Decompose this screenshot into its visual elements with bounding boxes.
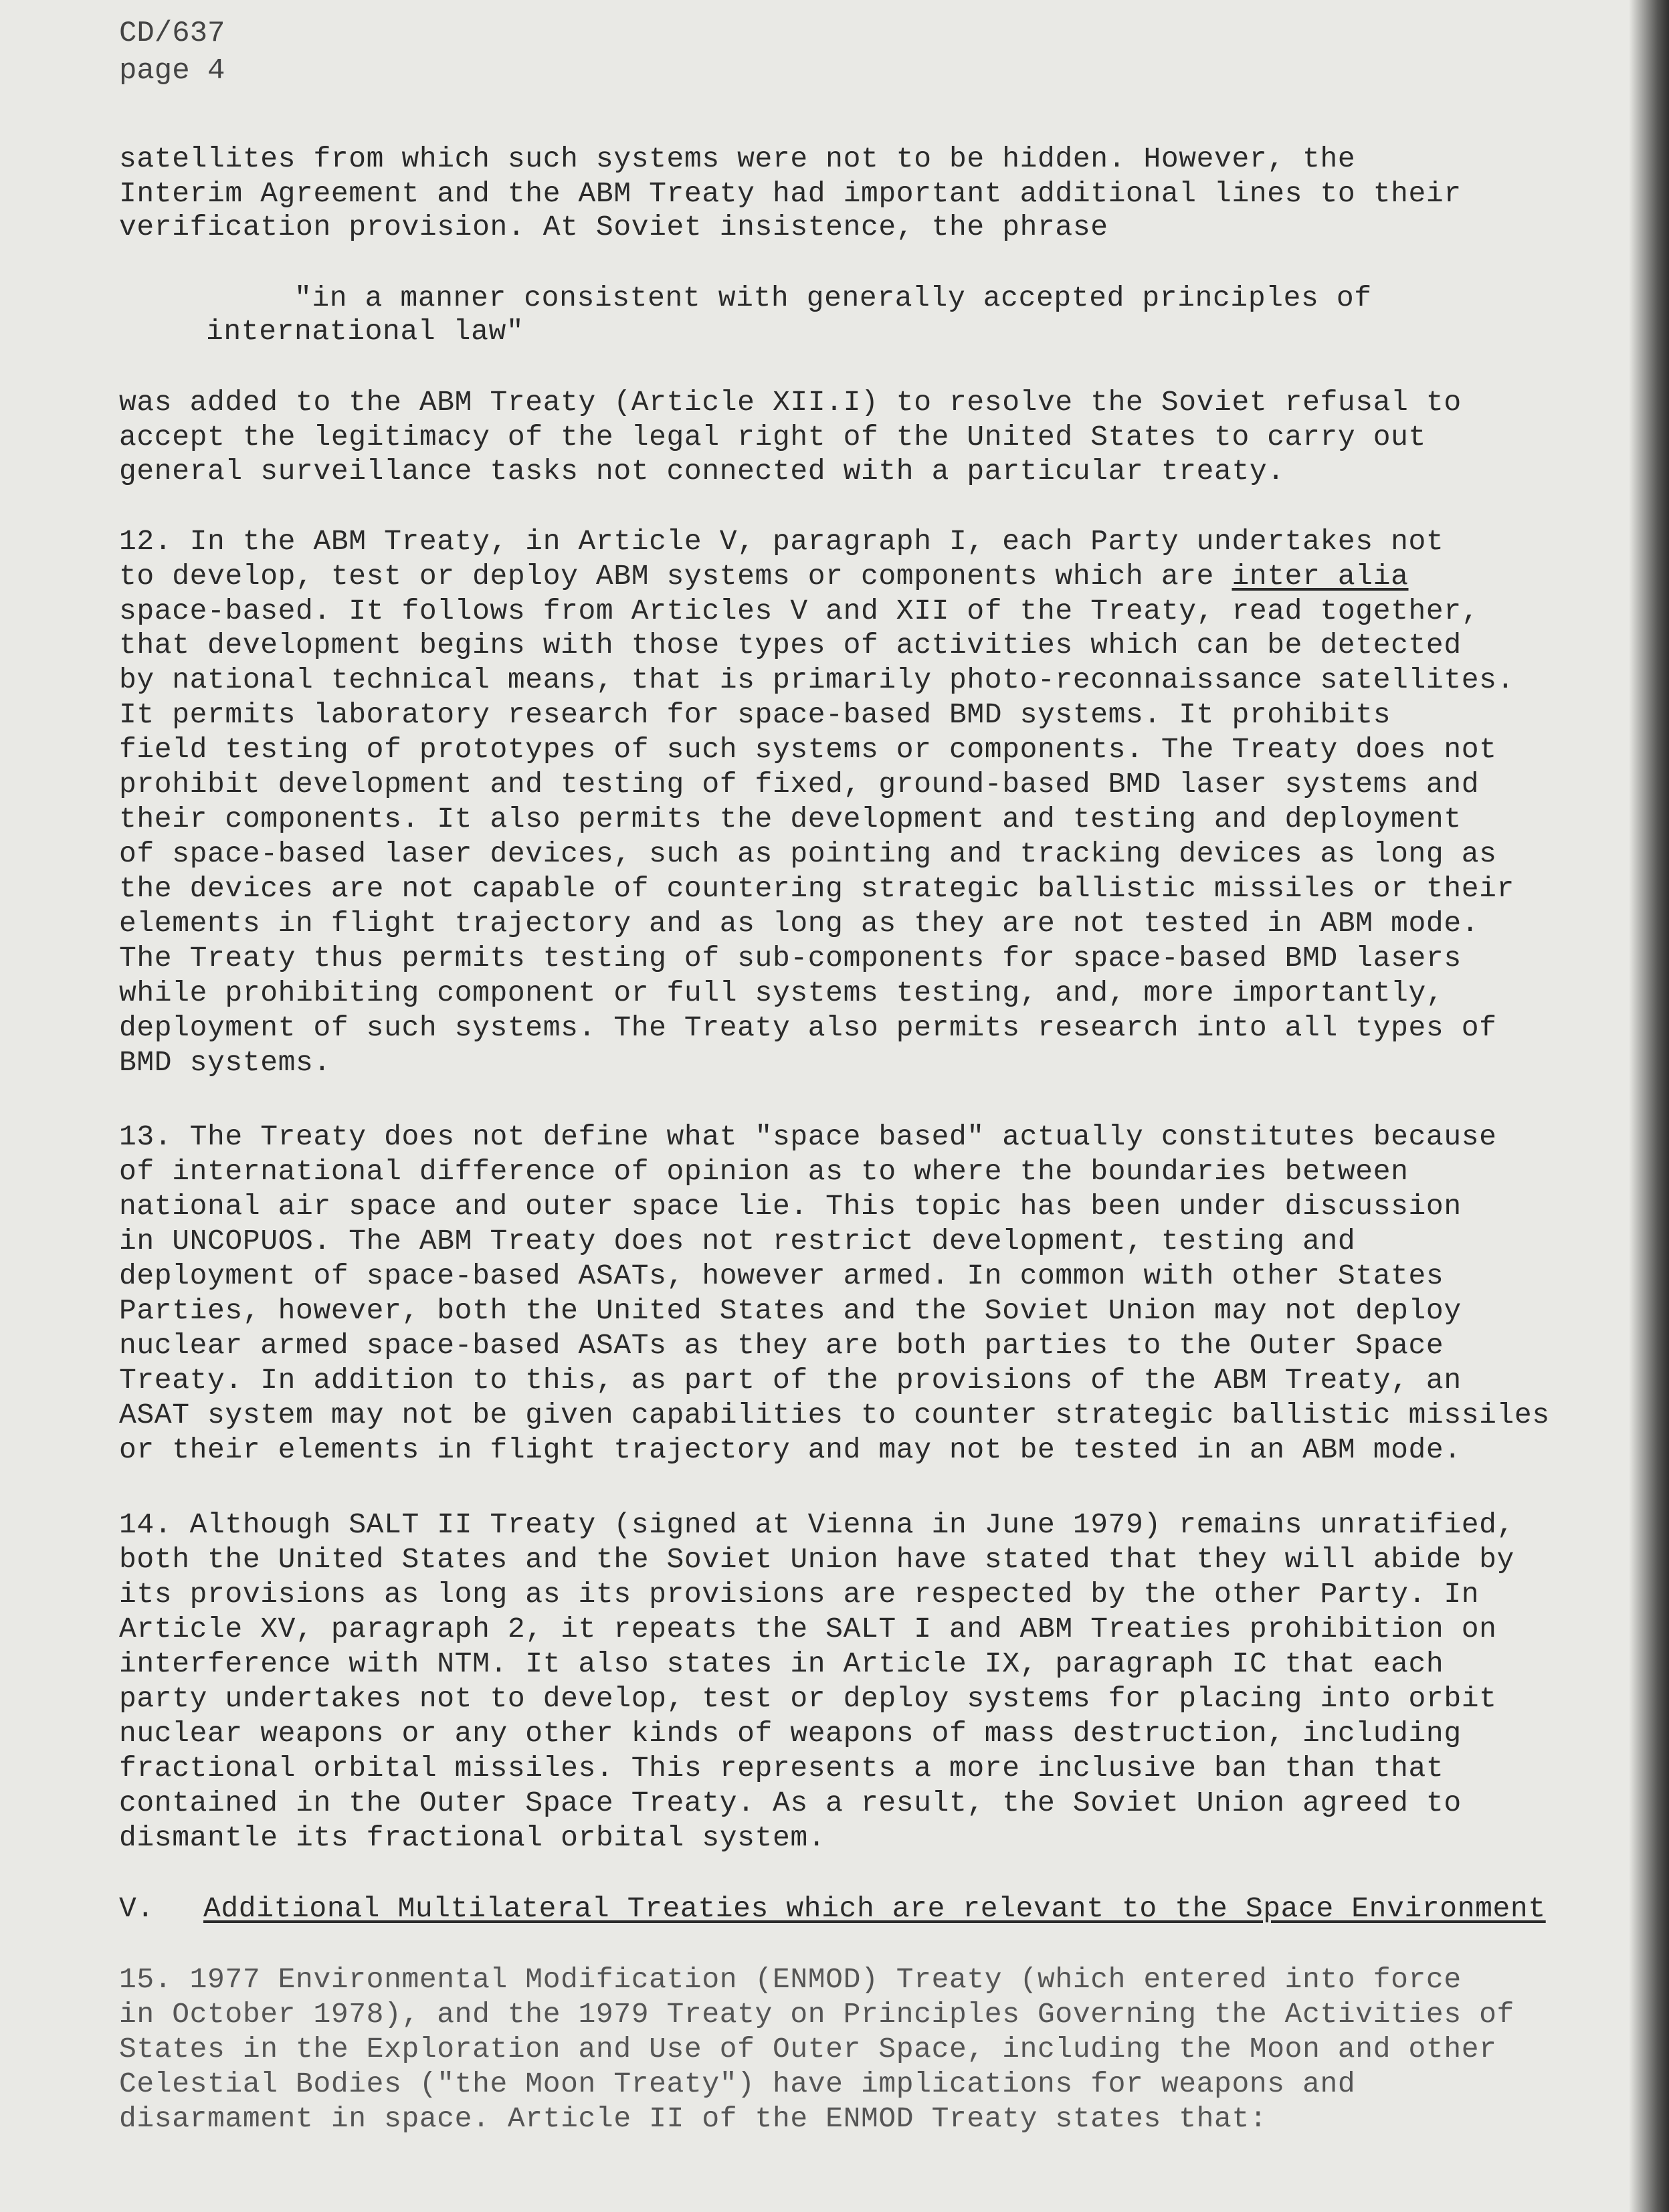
paragraph-14-line: contained in the Outer Space Treaty. As a result, the Soviet Union agreed to (119, 1787, 1462, 1819)
paragraph-12-line (119, 559, 1409, 594)
paragraph-13-line: 13. The Treaty does not define what "space based" actually constitutes because (119, 1120, 1497, 1153)
paragraph-15-line: Celestial Bodies ("the Moon Treaty") have implications for weapons and (119, 2068, 1356, 2100)
paragraph-12-line: elements in flight trajectory and as long as they are not tested in ABM mode. (119, 907, 1480, 940)
paragraph-14-line: interference with NTM. It also states in Article IX, paragraph IC that each (119, 1647, 1444, 1680)
paragraph-14-line: 14. Although SALT II Treaty (signed at Vienna in June 1979) remains unratified, (119, 1508, 1514, 1541)
paragraph-14-line: fractional orbital missiles. This represents a more inclusive ban than that (119, 1752, 1444, 1785)
paragraph-14-line: its provisions as long as its provisions are respected by the other Party. In (119, 1578, 1480, 1611)
paragraph-14-line: Article XV, paragraph 2, it repeats the SALT I and ABM Treaties prohibition on (119, 1613, 1497, 1645)
paragraph-13-line: of international difference of opinion as to where the boundaries between (119, 1155, 1409, 1188)
paragraph-15-line: States in the Exploration and Use of Outer Space, including the Moon and other (119, 2033, 1497, 2066)
paragraph-12-line: space-based. It follows from Articles V and XII of the Treaty, read together, (119, 595, 1480, 627)
paragraph-13-line: deployment of space-based ASATs, however armed. In common with other States (119, 1260, 1444, 1292)
document-code: CD/637 (119, 17, 225, 50)
paragraph-12-line: by national technical means, that is primarily photo-reconnaissance satellites. (119, 664, 1514, 696)
paragraph-12-line: while prohibiting component or full systems testing, and, more importantly, (119, 977, 1444, 1009)
paragraph-13-line: in UNCOPUOS. The ABM Treaty does not restrict development, testing and (119, 1225, 1356, 1258)
paragraph-12-line: their components. It also permits the development and testing and deployment (119, 803, 1462, 835)
text-line: general surveillance tasks not connected with a particular treaty. (119, 455, 1285, 488)
paragraph-13-line: ASAT system may not be given capabilities to counter strategic ballistic missiles (119, 1399, 1550, 1431)
paragraph-12-line: The Treaty thus permits testing of sub-components for space-based BMD lasers (119, 942, 1462, 975)
paragraph-12-line: deployment of such systems. The Treaty also permits research into all types of (119, 1011, 1497, 1044)
text-line: was added to the ABM Treaty (Article XII.I) to resolve the Soviet refusal to (119, 386, 1462, 419)
paragraph-12-line: field testing of prototypes of such systems or components. The Treaty does not (119, 733, 1497, 766)
page-header (119, 15, 225, 90)
page-edge-shadow (1629, 0, 1669, 2212)
quote-line: "in a manner consistent with generally accepted principles of (294, 282, 1372, 314)
paragraph-13-line: Treaty. In addition to this, as part of the provisions of the ABM Treaty, an (119, 1364, 1462, 1397)
paragraph-15-line: 15. 1977 Environmental Modification (ENMOD) Treaty (which entered into force (119, 1963, 1462, 1996)
paragraph-12-line: prohibit development and testing of fixed, ground-based BMD laser systems and (119, 768, 1480, 801)
text-line: accept the legitimacy of the legal right of the United States to carry out (119, 421, 1426, 454)
paragraph-12-line: 12. In the ABM Treaty, in Article V, paragraph I, each Party undertakes not (119, 525, 1444, 558)
text-line: Interim Agreement and the ABM Treaty had important additional lines to their (119, 177, 1462, 210)
text-line: satellites from which such systems were not to be hidden. However, the (119, 142, 1356, 175)
paragraph-12-line: of space-based laser devices, such as pointing and tracking devices as long as (119, 837, 1497, 870)
emphasis-inter-alia: inter alia (1232, 560, 1409, 593)
paragraph-12-line: BMD systems. (119, 1046, 331, 1079)
paragraph-14-line: both the United States and the Soviet Union have stated that they will abide by (119, 1543, 1514, 1576)
paragraph-15-line: disarmament in space. Article II of the ENMOD Treaty states that: (119, 2102, 1268, 2135)
text-span: to develop, test or deploy ABM systems or components which are (119, 560, 1232, 593)
paragraph-13-line: national air space and outer space lie. This topic has been under discussion (119, 1190, 1462, 1223)
section-number: V. (119, 1892, 155, 1925)
section-heading: Additional Multilateral Treaties which are relevant to the Space Environment (203, 1892, 1546, 1925)
paragraph-15-line: in October 1978), and the 1979 Treaty on Principles Governing the Activities of (119, 1998, 1514, 2031)
page-number: page 4 (119, 54, 225, 88)
quote-line: international law" (206, 315, 524, 348)
paragraph-14-line: party undertakes not to develop, test or deploy systems for placing into orbit (119, 1682, 1497, 1715)
paragraph-14-line: dismantle its fractional orbital system. (119, 1821, 826, 1854)
paragraph-13-line: or their elements in flight trajectory and may not be tested in an ABM mode. (119, 1433, 1462, 1466)
paragraph-12-line: It permits laboratory research for space-based BMD systems. It prohibits (119, 698, 1391, 731)
paragraph-13-line: nuclear armed space-based ASATs as they are both parties to the Outer Space (119, 1329, 1444, 1362)
paragraph-12-line: the devices are not capable of countering strategic ballistic missiles or their (119, 872, 1514, 905)
paragraph-13-line: Parties, however, both the United States and the Soviet Union may not deploy (119, 1294, 1462, 1327)
paragraph-14-line: nuclear weapons or any other kinds of weapons of mass destruction, including (119, 1717, 1462, 1750)
text-line: verification provision. At Soviet insistence, the phrase (119, 211, 1108, 243)
paragraph-12-line: that development begins with those types of activities which can be detected (119, 629, 1462, 662)
